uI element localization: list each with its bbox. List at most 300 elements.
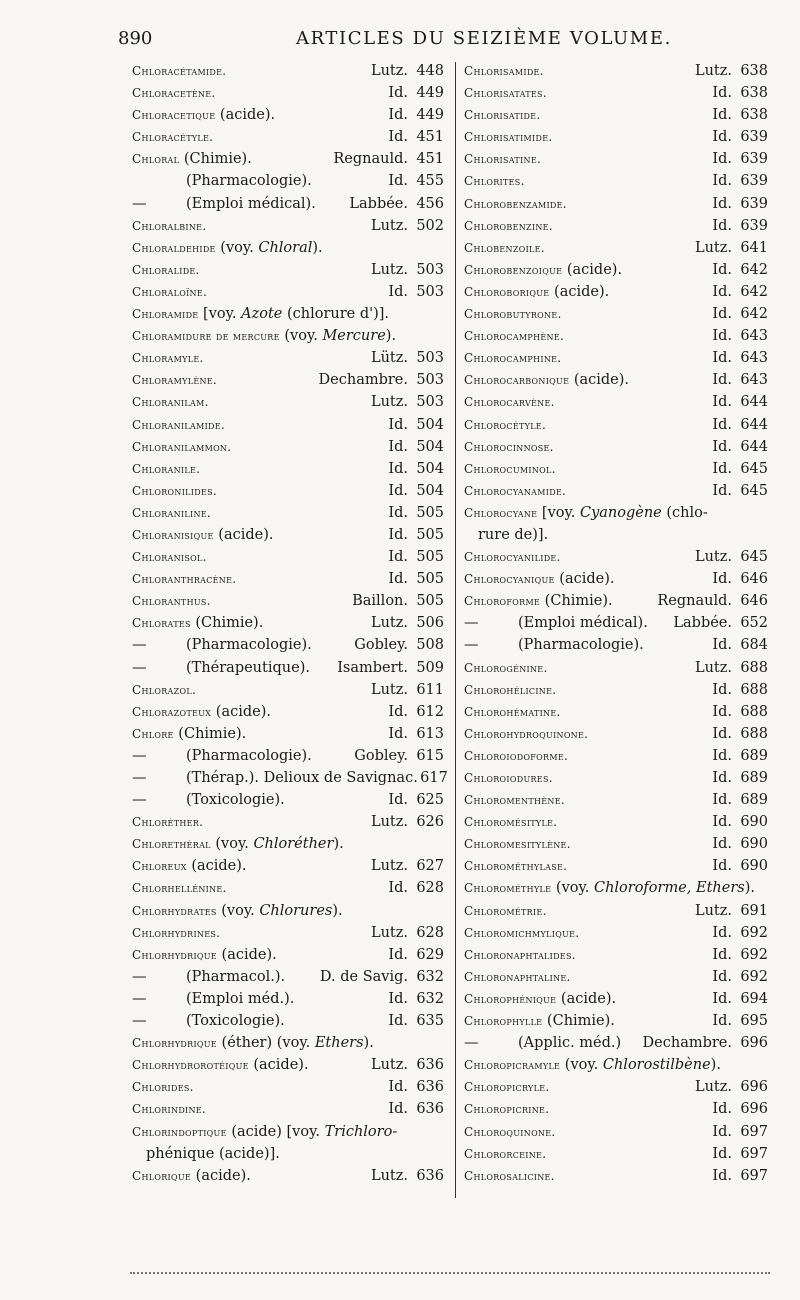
entry-term [132,1032,374,1054]
entry-qualifier: (Toxicologie). [186,792,285,809]
entry-author: Lutz. [370,681,408,698]
entry-page: 504 [416,416,444,433]
entry-headword: Chlorophénique [464,991,557,1006]
index-entry [464,900,768,922]
entry-author: Id. [388,526,408,543]
entry-author: Lutz. [370,1057,408,1074]
index-entry [132,193,444,215]
cross-reference: Chloroforme, Ethers [593,880,745,897]
entry-headword: Chloracétyle. [132,130,214,145]
entry-author: Id. [712,924,732,941]
entry-headword: Chlorocamphène. [464,329,565,344]
index-entry [132,922,444,944]
index-entry [464,104,768,126]
entry-qualifier: (Thérap.). Delioux de Savignac. [186,770,418,786]
entry-author: Id. [388,460,408,477]
entry-page: 611 [416,681,444,698]
entry-author: Lutz. [370,924,408,941]
entry-author: Id. [712,416,732,433]
entry-headword: Chlorindoptique [132,1124,227,1139]
entry-page: 688 [740,703,768,720]
entry-author: Gobley. [354,637,408,654]
entry-headword: Chloromenthène. [464,793,565,808]
entry-author: Lutz. [370,858,408,875]
entry-term [132,193,316,215]
index-entry [132,170,444,192]
entry-page: 638 [740,63,768,79]
entry-term [132,701,271,723]
entry-author: Id. [388,725,408,742]
entry-term [464,546,561,568]
entry-headword: Chlorobenzoique [464,262,563,277]
entry-term [132,436,231,458]
entry-page: 505 [416,526,444,543]
entry-headword: Chlorazol. [132,682,197,697]
entry-term [132,237,323,259]
entry-term [464,281,609,303]
index-entry [132,325,444,347]
entry-page: 636 [416,1057,444,1074]
entry-qualifier: [voy. [198,306,242,323]
column-divider [455,62,456,1198]
entry-page: 696 [740,1035,768,1052]
entry-author: Id. [712,747,732,764]
index-entry [132,900,444,922]
cross-reference: Chloréther [253,836,334,853]
entry-author: Id. [712,85,732,102]
entry-term [464,833,571,855]
index-entry [132,944,444,966]
entry-author: Regnauld. [657,593,732,610]
entry-term [132,679,196,701]
entry-term [132,855,247,877]
entry-author: Id. [712,173,732,190]
entry-headword: Chlorhydrines. [132,925,221,940]
entry-author: Id. [712,1145,732,1162]
entry-term [464,237,545,259]
entry-page: 697 [740,1167,768,1184]
dash-mark: — [132,1013,147,1030]
entry-headword: Chlorohydroquinone. [464,726,589,741]
entry-qualifier: (acide). [191,1167,251,1184]
page-header [0,28,800,54]
entry-headword: Chloromésityle. [464,815,558,830]
entry-author: Id. [712,261,732,278]
entry-author: Dechambre. [642,1035,732,1052]
entry-page: 694 [740,990,768,1007]
entry-author: Dechambre. [318,372,408,389]
dash-mark: — [132,990,147,1007]
entry-author: Lutz. [370,394,408,411]
entry-headword: Chlorobenzamide. [464,196,567,211]
index-entry [132,877,444,899]
entry-page: 628 [416,880,444,897]
entry-term [132,789,285,811]
index-entry [464,369,768,391]
entry-author: Id. [712,814,732,831]
entry-page: 643 [740,328,768,345]
index-entry [464,657,768,679]
left-column [132,60,448,1187]
entry-term [132,215,206,237]
entry-page: 688 [740,659,768,676]
entry-page: 689 [740,770,768,786]
index-entry [132,634,444,656]
index-entry [464,1143,768,1165]
index-entry [464,347,768,369]
index-entry [464,701,768,723]
entry-author: Id. [712,1123,732,1140]
entry-term [132,458,200,480]
entry-author: Id. [712,990,732,1007]
index-entry [464,1010,768,1032]
dash-mark: — [132,747,147,764]
entry-term [464,634,644,656]
entry-author: Id. [388,880,408,897]
index-entry [464,259,768,281]
dash-mark: — [464,615,479,632]
entry-page: 646 [740,593,768,610]
entry-author: Labbée. [349,195,408,212]
index-entry [464,811,768,833]
entry-page: 642 [740,261,768,278]
entry-author: Id. [712,438,732,455]
entry-term [464,811,557,833]
entry-author: Id. [712,107,732,124]
entry-qualifier: (acide). [569,372,630,389]
entry-term [132,1076,194,1098]
index-entry [132,546,444,568]
entry-term [132,414,225,436]
index-entry [464,833,768,855]
entry-page: 627 [416,858,444,875]
entry-qualifier: (acide). [211,703,271,720]
index-entry [464,855,768,877]
entry-headword: Chloranisol. [132,550,207,565]
cross-reference: Azote [241,306,283,323]
entry-author: Id. [712,681,732,698]
entry-qualifier: (Thérapeutique). [186,659,310,676]
entry-page: 646 [740,571,768,588]
entry-headword: Chloraldehide [132,240,216,255]
entry-term [132,745,312,767]
entry-page: 692 [740,968,768,985]
entry-author: Baillon. [352,593,408,610]
entry-author: Gobley. [354,747,408,764]
entry-term [464,458,556,480]
entry-author: Id. [388,173,408,190]
entry-term [464,436,554,458]
entry-page: 506 [416,615,444,632]
entry-headword: Chlorophylle [464,1014,543,1029]
entry-term [132,1054,309,1076]
index-entry [132,82,444,104]
entry-term [132,347,204,369]
index-entry [132,767,448,789]
entry-headword: Chlorosalicine. [464,1168,555,1183]
entry-headword: Chloranisique [132,527,214,542]
entry-headword: Chloropicrine. [464,1102,550,1117]
page-number: 890 [118,28,153,49]
index-entry [132,988,444,1010]
entry-page: 639 [740,151,768,168]
entry-term [132,104,275,126]
entry-qualifier: ). [744,880,755,897]
index-entry [464,966,768,988]
entry-qualifier: ). [363,1035,374,1052]
entry-author: Lutz. [694,63,732,79]
dash-mark: — [464,637,479,654]
index-entry [464,546,768,568]
entry-term [464,170,525,192]
dash-mark: — [132,637,147,654]
entry-page: 639 [740,129,768,146]
entry-term [464,347,561,369]
entry-headword: Chlorocyanilide. [464,550,561,565]
entry-page: 629 [416,946,444,963]
entry-term [132,590,211,612]
entry-term [132,391,209,413]
entry-page: 642 [740,283,768,300]
entry-author: Lutz. [370,217,408,234]
entry-headword: Chloramylène. [132,373,218,388]
entry-term [464,1098,549,1120]
entry-headword: Chloroiodures. [464,771,553,785]
entry-qualifier: (Chimie). [542,1013,615,1030]
index-entry [464,148,768,170]
index-entry [464,60,768,82]
index-entry [464,325,768,347]
entry-author: Lutz. [370,615,408,632]
entry-term [464,505,708,521]
index-entry [464,988,768,1010]
entry-headword: Chlorohématine. [464,704,561,719]
right-column [464,60,768,1187]
entry-term [464,104,541,126]
entry-author: Id. [388,1101,408,1118]
entry-term [464,568,614,590]
entry-qualifier: (voy. [216,902,260,919]
index-entry [464,82,768,104]
entry-author: Lutz. [370,1167,408,1184]
entry-term [464,966,571,988]
entry-qualifier: (Applic. méd.) [518,1035,622,1052]
entry-qualifier: (acide). [248,1057,309,1074]
entry-page: 638 [740,85,768,102]
index-entry [464,414,768,436]
entry-term [132,170,312,192]
index-entry [132,679,444,701]
entry-qualifier: (acide). [549,283,610,300]
entry-headword: Chloronilides. [132,483,217,498]
entry-page: 697 [740,1123,768,1140]
index-entry [464,193,768,215]
index-entry [132,391,444,413]
entry-page: 626 [416,814,444,831]
entry-term [464,259,622,281]
entry-continuation [464,524,768,546]
index-entry [132,303,444,325]
index-entry [464,303,768,325]
entry-author: Id. [712,946,732,963]
entry-headword: Chloracetène. [132,86,216,101]
entry-term [464,480,566,502]
entry-headword: Chlorocyanique [464,572,555,587]
index-entry [132,811,444,833]
entry-page: 503 [416,261,444,278]
index-entry [464,679,768,701]
entry-term [464,193,567,215]
entry-term [464,82,547,104]
entry-page: 696 [740,1079,768,1096]
entry-term [132,833,344,855]
entry-term [132,82,216,104]
entry-headword: Chlorocinnose. [464,439,554,454]
dash-mark: — [132,968,147,985]
index-entry [464,590,768,612]
entry-term [132,1010,285,1032]
entry-author: Id. [712,571,732,588]
entry-author: Id. [388,571,408,588]
entry-author: Lütz. [370,350,408,367]
entry-qualifier: (acide). [186,858,247,875]
entry-headword: Chloromichmylique. [464,925,580,940]
entry-headword: Chlorocétyle. [464,417,547,432]
index-entry [464,502,768,546]
entry-term [132,966,285,988]
entry-headword: Chlorogénine. [464,660,548,675]
entry-headword: Chlorisatine. [464,152,542,167]
entry-author: Id. [388,107,408,124]
entry-term [464,1010,615,1032]
entry-qualifier: (acide). [213,526,274,543]
entry-term [464,369,629,391]
entry-page: 504 [416,482,444,499]
entry-page: 692 [740,946,768,963]
entry-continuation [132,1143,444,1165]
entry-qualifier: ). [332,902,343,919]
entry-page: 505 [416,593,444,610]
entry-term [464,1121,556,1143]
dash-mark: — [132,792,147,809]
entry-term [132,922,220,944]
entry-qualifier: ). [710,1057,721,1074]
entry-term [132,502,211,524]
entry-qualifier: (Pharmacologie). [186,173,312,190]
entry-page: 636 [416,1101,444,1118]
entry-page: 612 [416,703,444,720]
entry-term [132,369,217,391]
entry-qualifier: (voy. [210,836,254,853]
index-entry [464,1121,768,1143]
index-entry [132,745,444,767]
entry-headword: Chloreux [132,859,187,874]
entry-author: Id. [712,770,732,786]
entry-headword: Chlorocamphine. [464,351,562,366]
entry-page: 456 [416,195,444,212]
entry-headword: Chloranilammon. [132,439,232,454]
entry-page: 613 [416,725,444,742]
entry-headword: Chloroborique [464,284,550,299]
entry-headword: Chlorocuminol. [464,461,556,476]
entry-page: 695 [740,1013,768,1030]
entry-author: Id. [388,504,408,521]
entry-term [132,944,277,966]
entry-term [464,126,552,148]
entry-page: 628 [416,924,444,941]
entry-page: 505 [416,549,444,566]
entry-author: Id. [712,195,732,212]
entry-term [132,281,207,303]
entry-page: 644 [740,438,768,455]
entry-page: 645 [740,482,768,499]
entry-term [464,745,568,767]
entry-term [464,1032,621,1054]
entry-author: Lutz. [694,659,732,676]
index-entry [132,60,444,82]
entry-headword: Chloral [132,152,180,167]
dash-mark: — [132,195,147,212]
entry-headword: Chloropicryle. [464,1080,550,1095]
dash-mark: — [132,770,147,786]
index-entry [464,458,768,480]
index-entry [132,502,444,524]
entry-term [464,414,546,436]
entry-term [464,988,616,1010]
entry-headword: Chloranile. [132,461,201,476]
entry-page: 689 [740,747,768,764]
entry-author: Lutz. [370,814,408,831]
entry-page: 449 [416,85,444,102]
entry-qualifier: (Emploi médical). [186,195,316,212]
cross-reference: Trichloro- [324,1123,398,1140]
entry-term [132,480,217,502]
entry-term [464,590,613,612]
entry-author: Id. [712,129,732,146]
index-entry [464,170,768,192]
entry-qualifier: (Chimie). [179,151,252,168]
entry-headword: Chloramyle. [132,351,204,366]
entry-headword: Chlorométhylase. [464,859,568,874]
entry-headword: Chlorométrie. [464,903,547,918]
entry-page: 688 [740,681,768,698]
entry-headword: Chlorazoteux [132,704,212,719]
entry-page: 644 [740,416,768,433]
entry-author: Id. [712,460,732,477]
index-entry [132,436,444,458]
index-entry [132,701,444,723]
entry-author: Id. [388,990,408,1007]
entry-term [132,657,310,679]
index-entry [132,215,444,237]
entry-qualifier: (acide) [voy. [226,1123,325,1140]
entry-headword: Chloraniline. [132,505,212,520]
index-entry [464,237,768,259]
entry-term [464,325,564,347]
entry-term [132,1165,251,1187]
entry-author: Id. [388,129,408,146]
entry-headword: Chlorindine. [132,1102,207,1117]
entry-term [132,568,236,590]
entry-term [132,900,343,922]
entry-term [132,1124,397,1140]
entry-qualifier: ). [333,836,344,853]
entry-term [464,944,576,966]
index-entry [132,590,444,612]
entry-headword: Chlobenzoile. [464,240,545,255]
entry-term [132,1098,206,1120]
index-entry [132,524,444,546]
